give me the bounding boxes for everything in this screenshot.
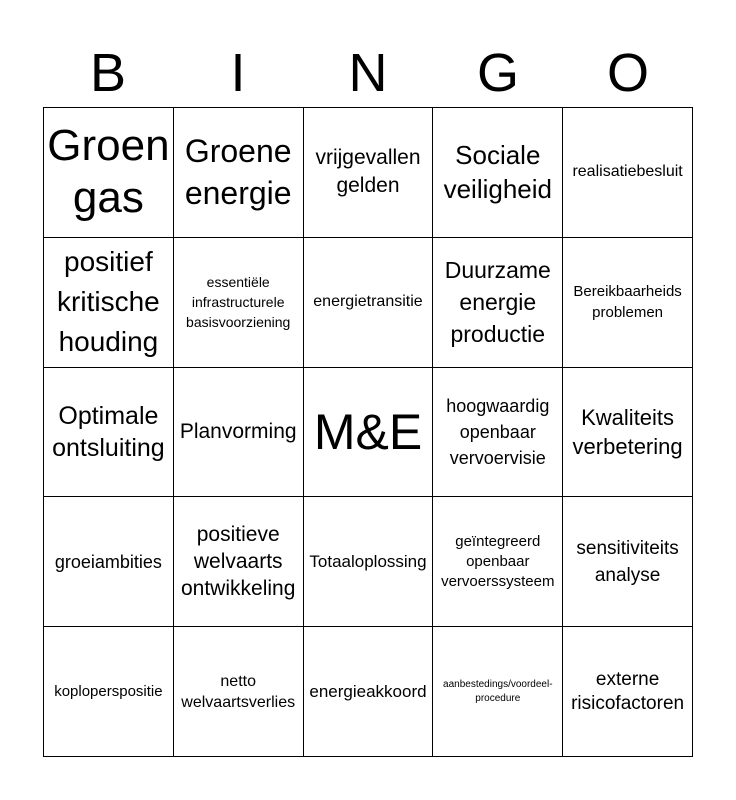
cell-label: Bereikbaarheids problemen	[573, 283, 682, 322]
bingo-cell[interactable]	[44, 627, 174, 757]
cell-label: Kwaliteits verbetering	[572, 404, 683, 459]
header-letter-g: G	[476, 43, 519, 103]
bingo-cell[interactable]	[433, 108, 563, 238]
bingo-cell[interactable]	[304, 108, 434, 238]
bingo-cell[interactable]	[563, 368, 693, 498]
cell-label: realisatiebesluit	[572, 163, 683, 181]
cell-label: essentiële infrastructurele basisvoorziening	[186, 274, 291, 331]
cell-label: Groen gas	[47, 121, 170, 223]
bingo-cell[interactable]	[563, 238, 693, 368]
header-letter-o: O	[606, 43, 649, 103]
header-letter-i: I	[230, 43, 246, 103]
cell-label: hoogwaardig openbaar vervoervisie	[446, 395, 550, 468]
cell-label: M&E	[313, 403, 423, 460]
bingo-cell[interactable]	[174, 627, 304, 757]
bingo-cell[interactable]	[304, 238, 434, 368]
cell-label: Totaaloplossing	[309, 551, 427, 571]
cell-label: aanbestedings/voordeel-procedure	[443, 678, 553, 704]
bingo-cell[interactable]	[304, 627, 434, 757]
bingo-cell[interactable]	[174, 497, 304, 627]
cell-label: energietransitie	[313, 293, 423, 311]
bingo-cell[interactable]	[433, 238, 563, 368]
bingo-cell[interactable]	[563, 497, 693, 627]
cell-label: koploperspositie	[54, 682, 163, 700]
cell-label: energieakkoord	[309, 681, 427, 701]
cell-label: positief kritische houding	[57, 246, 160, 358]
cell-label: Duurzame energie productie	[444, 257, 551, 348]
cell-label: geïntegreerd openbaar vervoerssysteem	[441, 532, 555, 590]
cell-label: externe risicofactoren	[571, 668, 685, 714]
bingo-cell[interactable]	[44, 497, 174, 627]
bingo-cell[interactable]	[44, 368, 174, 498]
bingo-grid	[43, 107, 693, 757]
bingo-cell[interactable]	[304, 497, 434, 627]
bingo-cell[interactable]	[174, 368, 304, 498]
cell-label: Planvorming	[179, 419, 297, 443]
bingo-cell[interactable]	[44, 238, 174, 368]
bingo-cell[interactable]	[563, 627, 693, 757]
cell-label: Optimale ontsluiting	[52, 401, 165, 462]
bingo-cell[interactable]	[433, 368, 563, 498]
bingo-cell[interactable]	[44, 108, 174, 238]
cell-label: netto welvaartsverlies	[181, 672, 296, 711]
bingo-cell[interactable]	[563, 108, 693, 238]
cell-label: positieve welvaarts ontwikkeling	[180, 523, 296, 601]
header-letter-n: N	[348, 43, 388, 103]
bingo-cell[interactable]	[433, 497, 563, 627]
bingo-cell[interactable]	[433, 627, 563, 757]
cell-label: sensitiviteits analyse	[576, 537, 679, 586]
bingo-cell[interactable]	[304, 368, 434, 498]
cell-label: Groene energie	[184, 133, 292, 212]
cell-label: groeiambities	[54, 551, 162, 572]
cell-label: Sociale veiligheid	[443, 140, 552, 205]
bingo-header	[43, 40, 693, 106]
bingo-cell[interactable]	[174, 108, 304, 238]
header-letter-b: B	[89, 43, 127, 103]
bingo-cell[interactable]	[174, 238, 304, 368]
cell-label: vrijgevallen gelden	[315, 146, 421, 198]
